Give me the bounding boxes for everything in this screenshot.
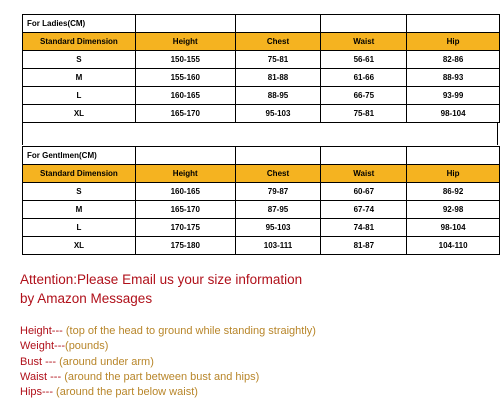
height-cell: 165-170 bbox=[135, 201, 235, 219]
ladies-header-row bbox=[23, 33, 500, 51]
measurement-notes bbox=[20, 324, 316, 400]
hip-cell: 88-93 bbox=[407, 69, 500, 87]
column-header: Chest bbox=[235, 33, 321, 51]
hip-cell: 82-86 bbox=[407, 51, 500, 69]
note-key: Hips--- bbox=[20, 386, 53, 399]
hip-cell: 104-110 bbox=[407, 237, 500, 255]
chest-cell: 95-103 bbox=[235, 219, 321, 237]
table-row bbox=[23, 237, 500, 255]
height-cell: 175-180 bbox=[135, 237, 235, 255]
hip-cell: 98-104 bbox=[407, 105, 500, 123]
waist-cell: 81-87 bbox=[321, 237, 407, 255]
height-cell: 165-170 bbox=[135, 105, 235, 123]
note-key: Weight--- bbox=[20, 340, 66, 353]
height-cell: 150-155 bbox=[135, 51, 235, 69]
table-spacer-row bbox=[22, 122, 498, 145]
column-header: Height bbox=[135, 165, 235, 183]
chest-cell: 81-88 bbox=[235, 69, 321, 87]
chest-cell: 75-81 bbox=[235, 51, 321, 69]
size-cell: M bbox=[23, 201, 136, 219]
gentlemen-size-table bbox=[22, 146, 500, 255]
column-header: Chest bbox=[235, 165, 321, 183]
table-row bbox=[23, 219, 500, 237]
attention-line-1: Attention:Please Email us your size information bbox=[20, 272, 303, 287]
waist-cell: 61-66 bbox=[321, 69, 407, 87]
note-value: (top of the head to ground while standing straightly) bbox=[62, 325, 316, 337]
ladies-table-title: For Ladies(CM) bbox=[23, 15, 136, 33]
chest-cell: 95-103 bbox=[235, 105, 321, 123]
waist-cell: 74-81 bbox=[321, 219, 407, 237]
waist-cell: 56-61 bbox=[321, 51, 407, 69]
note-value: (around under arm) bbox=[56, 355, 154, 368]
note-key: Height--- bbox=[20, 325, 63, 337]
column-header: Standard Dimension bbox=[23, 165, 136, 183]
note-weight bbox=[20, 339, 316, 354]
note-value: (around the part below waist) bbox=[53, 386, 198, 399]
hip-cell: 98-104 bbox=[407, 219, 500, 237]
chest-cell: 79-87 bbox=[235, 183, 321, 201]
hip-cell: 92-98 bbox=[407, 201, 500, 219]
column-header: Standard Dimension bbox=[23, 33, 136, 51]
note-hips bbox=[20, 385, 316, 400]
attention-line-2: by Amazon Messages bbox=[20, 291, 153, 306]
waist-cell: 60-67 bbox=[321, 183, 407, 201]
size-cell: XL bbox=[23, 237, 136, 255]
note-waist bbox=[20, 370, 316, 385]
table-row bbox=[23, 183, 500, 201]
size-cell: S bbox=[23, 51, 136, 69]
hip-cell: 86-92 bbox=[407, 183, 500, 201]
column-header: Height bbox=[135, 33, 235, 51]
size-cell: S bbox=[23, 183, 136, 201]
gentlemen-table-title: For Gentlmen(CM) bbox=[23, 147, 136, 165]
gentlemen-title-row bbox=[23, 147, 500, 165]
height-cell: 160-165 bbox=[135, 183, 235, 201]
note-key: Bust --- bbox=[20, 355, 57, 368]
note-value: (around the part between bust and hips) bbox=[61, 370, 260, 383]
table-row bbox=[23, 105, 500, 123]
table-row bbox=[23, 87, 500, 105]
note-bust bbox=[20, 355, 316, 370]
size-cell: L bbox=[23, 219, 136, 237]
table-row bbox=[23, 69, 500, 87]
table-row bbox=[23, 51, 500, 69]
ladies-title-row bbox=[23, 15, 500, 33]
column-header: Hip bbox=[407, 165, 500, 183]
table-row bbox=[23, 201, 500, 219]
height-cell: 155-160 bbox=[135, 69, 235, 87]
gentlemen-header-row bbox=[23, 165, 500, 183]
note-value: (pounds) bbox=[65, 340, 109, 353]
waist-cell: 67-74 bbox=[321, 201, 407, 219]
chest-cell: 103-111 bbox=[235, 237, 321, 255]
note-key: Waist --- bbox=[20, 370, 62, 383]
size-cell: L bbox=[23, 87, 136, 105]
size-cell: XL bbox=[23, 105, 136, 123]
height-cell: 170-175 bbox=[135, 219, 235, 237]
ladies-size-table bbox=[22, 14, 500, 123]
waist-cell: 66-75 bbox=[321, 87, 407, 105]
column-header: Hip bbox=[407, 33, 500, 51]
height-cell: 160-165 bbox=[135, 87, 235, 105]
column-header: Waist bbox=[321, 165, 407, 183]
note-height bbox=[20, 324, 316, 339]
size-cell: M bbox=[23, 69, 136, 87]
column-header: Waist bbox=[321, 33, 407, 51]
chest-cell: 87-95 bbox=[235, 201, 321, 219]
hip-cell: 93-99 bbox=[407, 87, 500, 105]
chest-cell: 88-95 bbox=[235, 87, 321, 105]
waist-cell: 75-81 bbox=[321, 105, 407, 123]
